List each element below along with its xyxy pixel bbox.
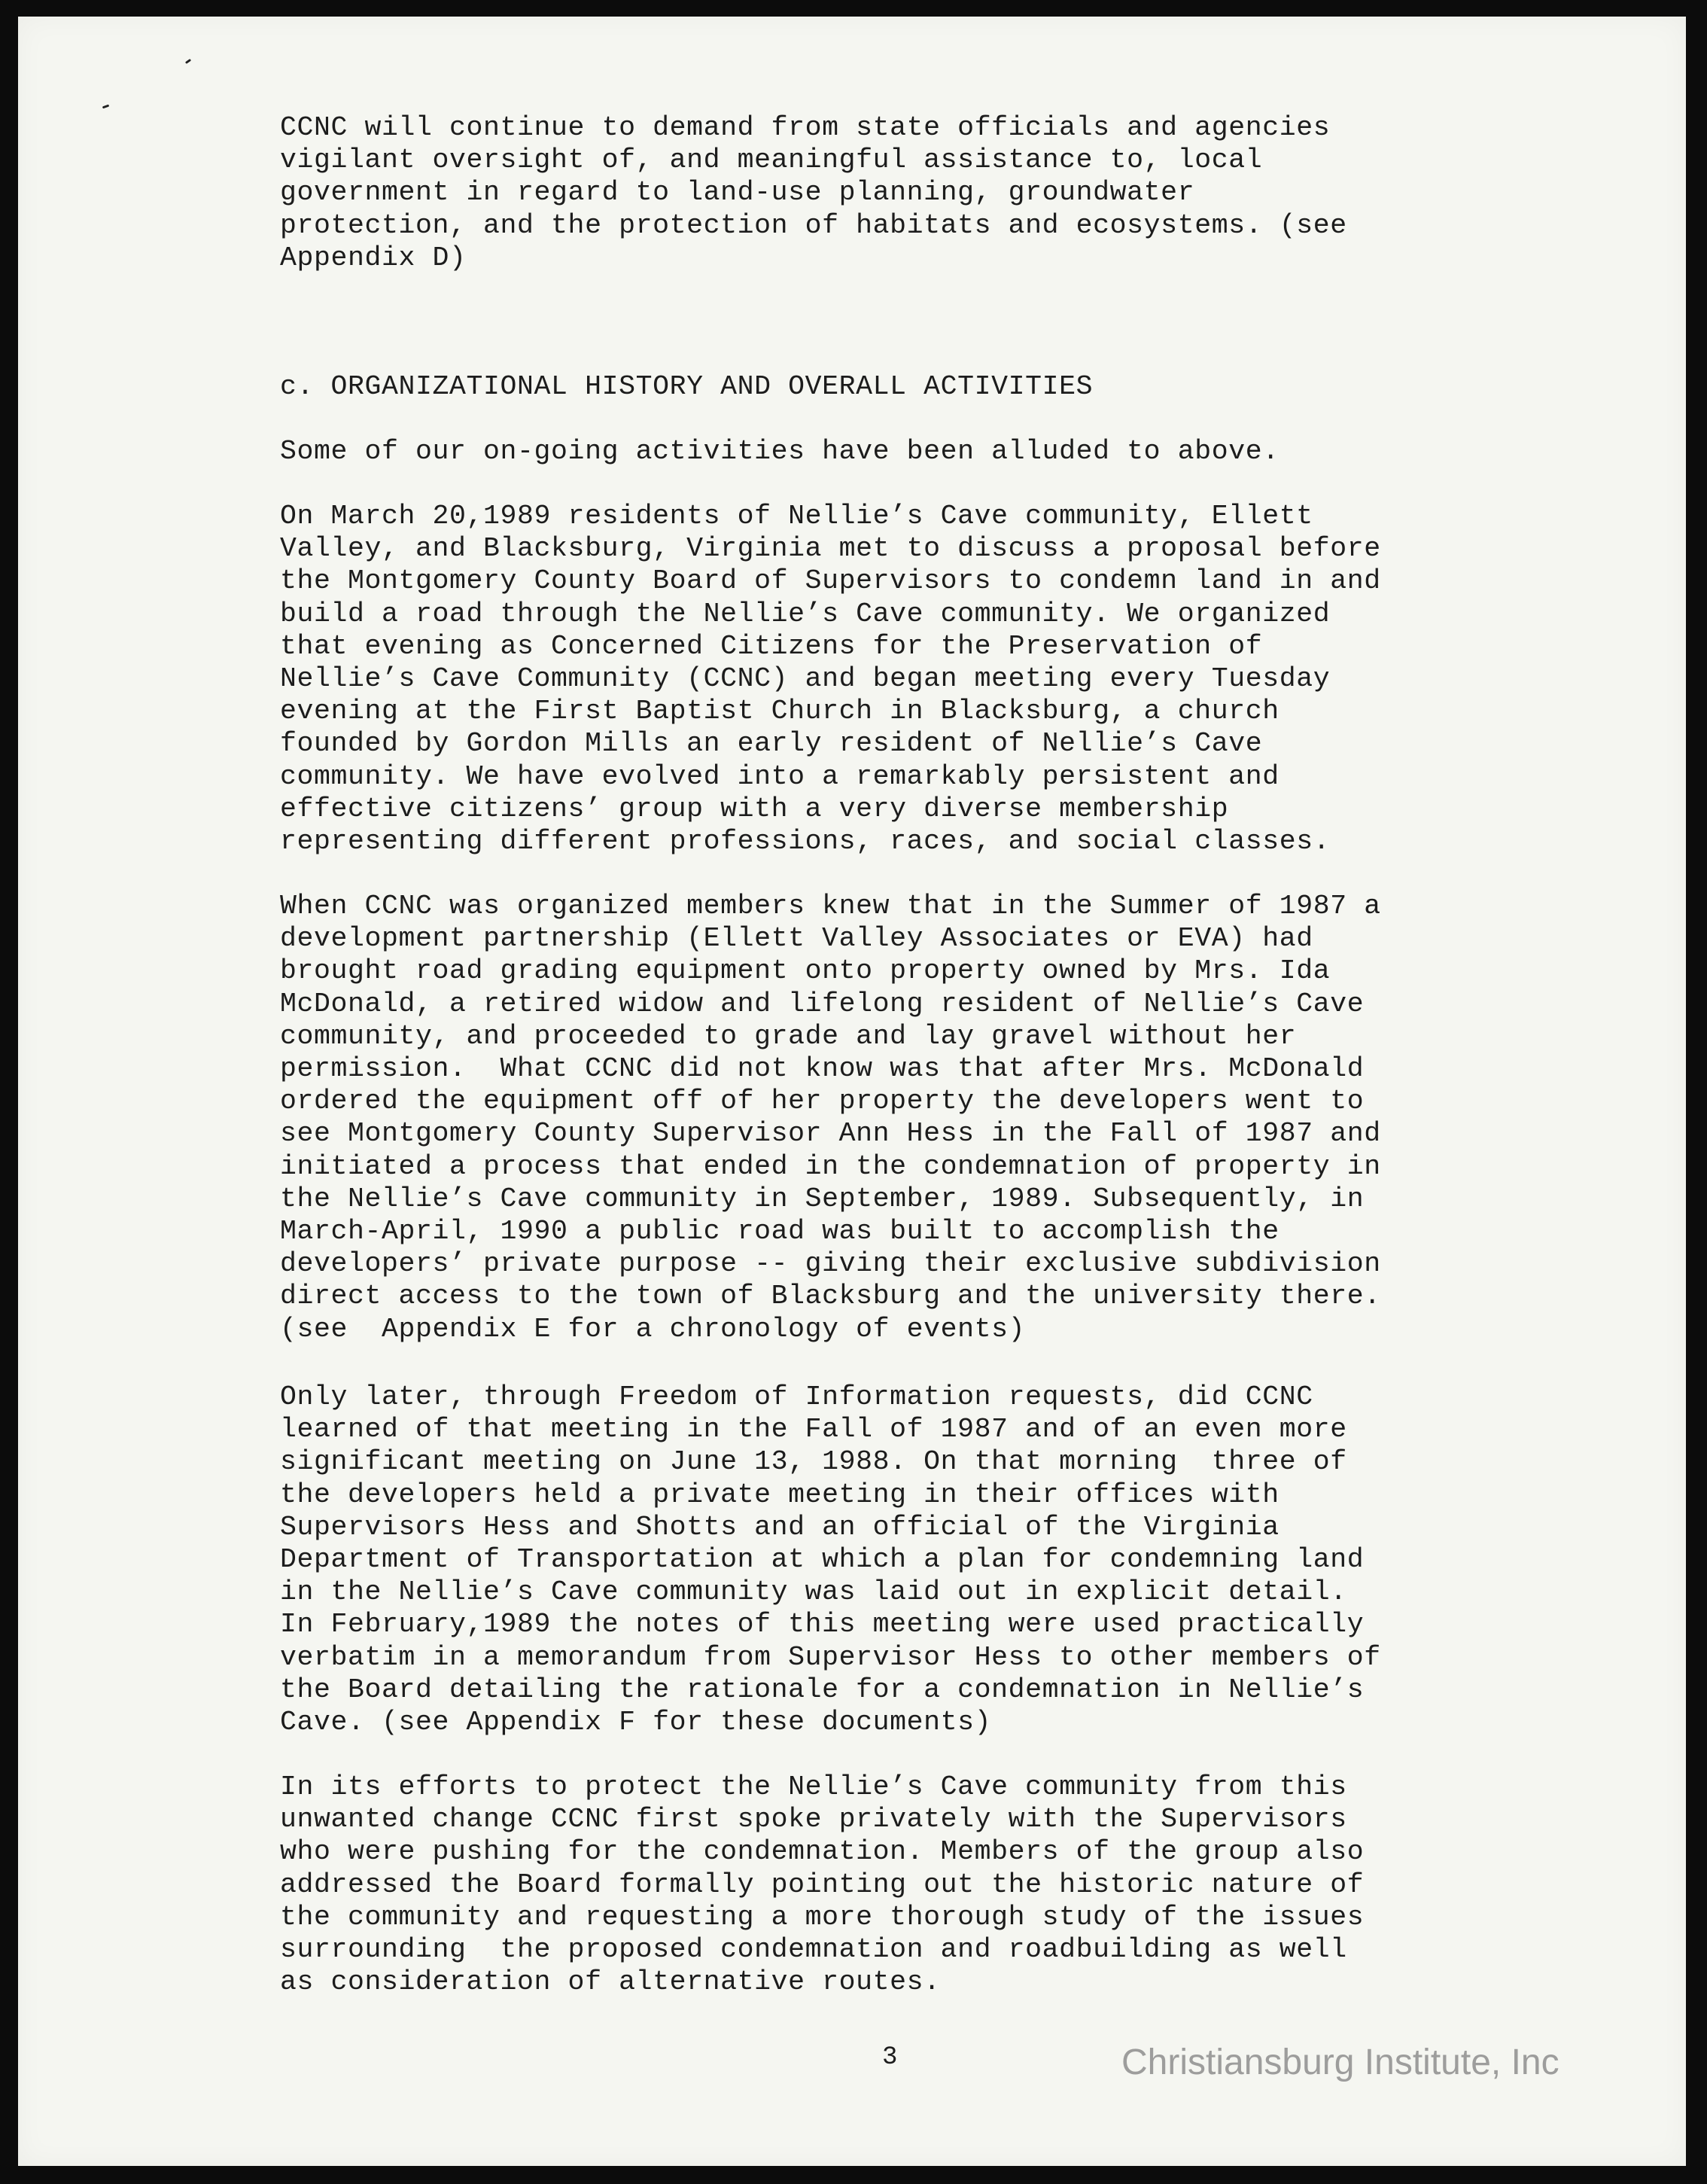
section-heading: c. ORGANIZATIONAL HISTORY AND OVERALL ACTIVITIES	[280, 371, 1094, 402]
page-number: 3	[882, 2043, 898, 2072]
paragraph-organization-founding: On March 20,1989 residents of Nellie’s Cave community, Ellett Valley, and Blacksburg, Virginia met to discuss a proposal before the Montgomery County Board of Supervisors to condemn land in and build a road through the Nellie’s Cave community. We organized that evening as Concerned Citizens for the Preservation of Nellie’s Cave Community (CCNC) and began meeting every Tuesday evening at the First Baptist Church in Blacksburg, a church founded by Gordon Mills an early resident of Nellie’s Cave community. We have evolved into a remarkably persistent and effective citizens’ group with a very diverse membership representing different professions, races, and social classes.	[280, 501, 1381, 857]
stray-mark	[185, 59, 191, 64]
document-page	[18, 17, 1686, 2166]
paragraph-oversight: CCNC will continue to demand from state officials and agencies vigilant oversight of, and meaningful assistance to, local government in regard to land-use planning, groundwater protection, and the protection of habitats and ecosystems. (see Appendix D)	[280, 112, 1347, 273]
watermark: Christiansburg Institute, Inc	[1121, 2042, 1559, 2082]
paragraph-ongoing-activities: Some of our on-going activities have been alluded to above.	[280, 436, 1279, 467]
paragraph-protection-efforts: In its efforts to protect the Nellie’s Cave community from this unwanted change CCNC first spoke privately with the Supervisors who were pushing for the condemnation. Members of the group also addressed the Board formally pointing out the historic nature of the community and requesting a more thorough study of the issues surrounding the proposed condemnation and roadbuilding as well as consideration of alternative routes.	[280, 1771, 1365, 1998]
stray-mark	[102, 105, 109, 109]
paragraph-foia-findings: Only later, through Freedom of Information requests, did CCNC learned of that meeting in the Fall of 1987 and of an even more significant meeting on June 13, 1988. On that morning three of the developers held a private meeting in their offices with Supervisors Hess and Shotts and an official of the Virginia Department of Transportation at which a plan for condemning land in the Nellie’s Cave community was laid out in explicit detail. In February,1989 the notes of this meeting were used practically verbatim in a memorandum from Supervisor Hess to other members of the Board detailing the rationale for a condemnation in Nellie’s Cave. (see Appendix F for these documents)	[280, 1381, 1381, 1738]
paragraph-road-grading: When CCNC was organized members knew that in the Summer of 1987 a development partnership (Ellett Valley Associates or EVA) had brought road grading equipment onto property owned by Mrs. Ida McDonald, a retired widow and lifelong resident of Nellie’s Cave community, and proceeded to grade and lay gravel without her permission. What CCNC did not know was that after Mrs. McDonald ordered the equipment off of her property the developers went to see Montgomery County Supervisor Ann Hess in the Fall of 1987 and initiated a process that ended in the condemnation of property in the Nellie’s Cave community in September, 1989. Subsequently, in March-April, 1990 a public road was built to accomplish the developers’ private purpose -- giving their exclusive subdivision direct access to the town of Blacksburg and the university there. (see Appendix E for a chronology of events)	[280, 891, 1381, 1345]
